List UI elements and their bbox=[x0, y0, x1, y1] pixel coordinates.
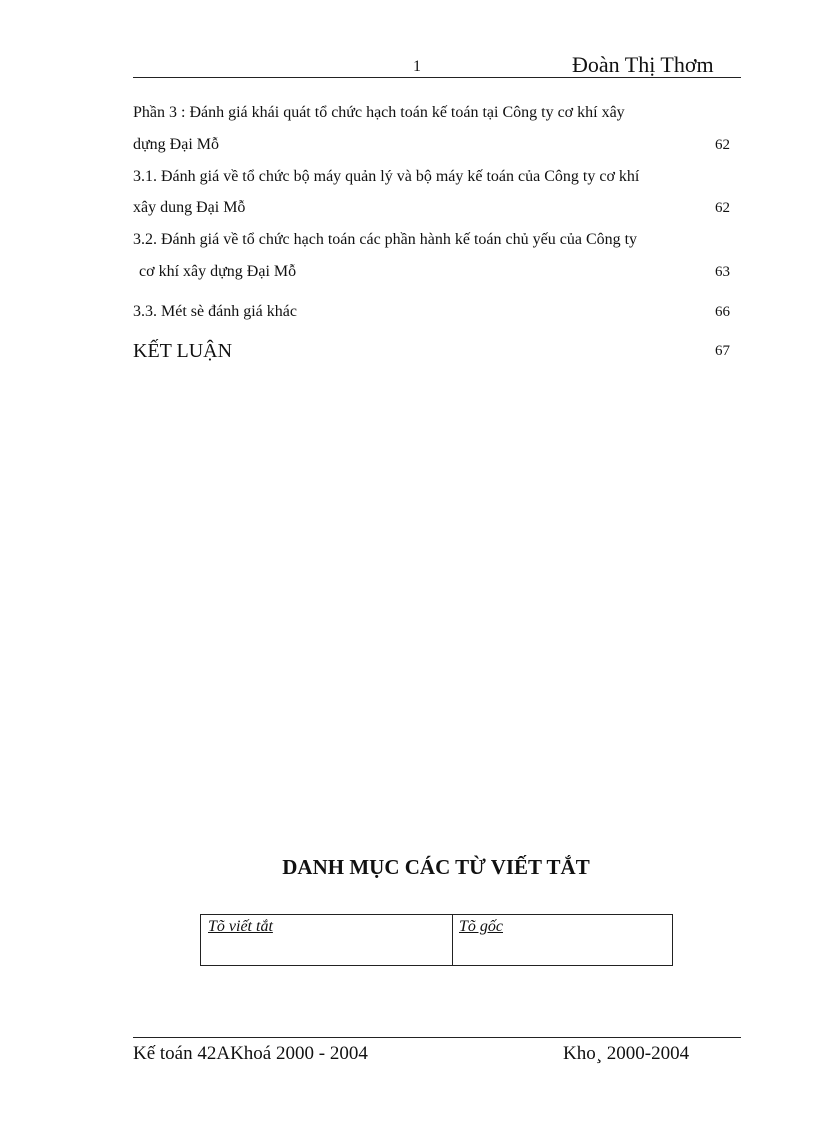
toc-s31-page: 62 bbox=[715, 200, 730, 216]
author-name: Đoàn Thị Thơm bbox=[572, 52, 714, 77]
toc-conclusion-page: 67 bbox=[715, 343, 730, 359]
footer-right-text: Kho¸ 2000-2004 bbox=[563, 1043, 690, 1064]
toc-part3-line2: dựng Đại Mỗ bbox=[133, 136, 219, 153]
column-header-abbreviation: Tõ viết tắt bbox=[208, 918, 273, 935]
toc-s31-line2: xây dung Đại Mỗ bbox=[133, 199, 246, 216]
toc-s32-page: 63 bbox=[715, 264, 730, 280]
toc-s31-line1: 3.1. Đánh giá về tổ chức bộ máy quản lý và bộ máy kế toán của Công ty cơ khí bbox=[133, 168, 640, 185]
toc-s33-page: 66 bbox=[715, 304, 730, 320]
abbreviations-title: DANH MỤC CÁC TỪ VIẾT TẮT bbox=[282, 855, 590, 879]
toc-part3-page: 62 bbox=[715, 137, 730, 153]
toc-s32-line2: cơ khí xây dựng Đại Mỗ bbox=[139, 263, 297, 280]
toc-part3-line1: Phần 3 : Đánh giá khái quát tổ chức hạch toán kế toán tại Công ty cơ khí xây bbox=[133, 104, 625, 121]
toc-conclusion: KẾT LUẬN bbox=[133, 340, 233, 362]
footer-rule bbox=[133, 1037, 741, 1038]
abbreviations-table bbox=[200, 914, 673, 966]
page-number: 1 bbox=[413, 58, 421, 75]
column-header-origin: Tõ gốc bbox=[459, 918, 503, 935]
abbreviations-column-divider bbox=[452, 915, 453, 965]
header-rule bbox=[133, 77, 741, 78]
footer-left-text: Kế toán 42AKhoá 2000 - 2004 bbox=[133, 1043, 368, 1064]
toc-s32-line1: 3.2. Đánh giá về tổ chức hạch toán các phần hành kế toán chủ yếu của Công ty bbox=[133, 231, 638, 248]
toc-s33-line: 3.3. Mét sè đánh giá khác bbox=[133, 303, 297, 320]
